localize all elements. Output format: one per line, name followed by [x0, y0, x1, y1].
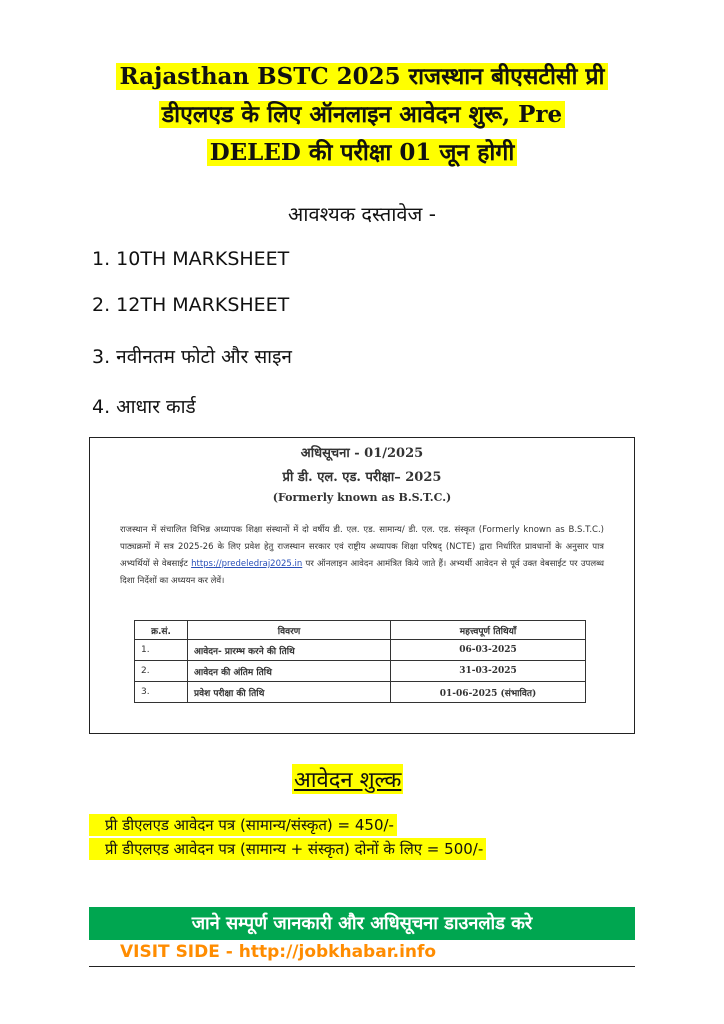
notice-paragraph-start: राजस्थान में संचालित विभिन्न अध्यापक शिक्षा संस्थानों में दो वर्षीय डी. एल. एड. सामान्य/ डी. एल. एड. संस्कृत (Formerly known as B.S.T.C.) पाठ्यक्रमों में सत्र 2025-26 के लिए प्रवेश हेतु राजस्थान सरकार एवं राष्ट्रीय अध्यापक शिक्षा परिषद् (NCTE) द्वारा निर्धारित प्रावधानों के अनुसार पात्र अभ्यर्थियों से वेबसाईट — [120, 525, 604, 569]
table-header: विवरण — [188, 621, 391, 640]
notice-heading-number: अधिसूचना - 01/2025 — [300, 446, 424, 461]
table-row — [135, 682, 586, 703]
notice-paragraph — [120, 522, 604, 590]
title-line-3: DELED की परीक्षा 01 जून होगी — [207, 139, 518, 166]
table-cell: 01-06-2025 (संभावित) — [391, 682, 586, 703]
table-cell: 1. — [135, 640, 188, 661]
page-title — [0, 58, 724, 172]
table-cell: आवेदन की अंतिम तिथि — [188, 661, 391, 682]
fee-line-general: प्री डीएलएड आवेदन पत्र (सामान्य/संस्कृत) = 450/- — [89, 814, 397, 836]
table-cell: आवेदन- प्रारम्भ करने की तिथि — [188, 640, 391, 661]
notice-heading-exam: प्री डी. एल. एड. परीक्षा– 2025 — [282, 470, 442, 485]
notice-paragraph-end: पर ऑनलाइन आवेदन आमंत्रित किये जाते हैं। अभ्यर्थी आवेदन से पूर्व उक्त वेबसाईट पर उपलब्ध दिशा निर्देशों का अध्ययन कर लेवें। — [120, 559, 604, 586]
document-item: 4. आधार कार्ड — [92, 396, 196, 418]
table-row — [135, 661, 586, 682]
fee-heading: आवेदन शुल्क — [292, 764, 403, 794]
table-row — [135, 640, 586, 661]
document-item: 1. 10TH MARKSHEET — [92, 248, 290, 270]
notice-website-link[interactable]: https://predeledraj2025.in — [191, 559, 303, 569]
table-cell: 3. — [135, 682, 188, 703]
table-cell: 06-03-2025 — [391, 640, 586, 661]
title-line-1: Rajasthan BSTC 2025 राजस्थान बीएसटीसी प्री — [116, 63, 607, 90]
document-item: 2. 12TH MARKSHEET — [92, 294, 290, 316]
bottom-divider — [89, 966, 635, 967]
documents-heading: आवश्यक दस्तावेज - — [288, 202, 436, 226]
document-item: 3. नवीनतम फोटो और साइन — [92, 346, 292, 368]
table-header-row — [135, 621, 586, 640]
table-header: क्र.सं. — [135, 621, 188, 640]
notice-image — [89, 437, 635, 734]
download-banner[interactable]: जाने सम्पूर्ण जानकारी और अधिसूचना डाउनलोड करे — [89, 907, 635, 940]
dates-table — [134, 620, 586, 703]
table-cell: 2. — [135, 661, 188, 682]
table-cell: 31-03-2025 — [391, 661, 586, 682]
fee-line-both: प्री डीएलएड आवेदन पत्र (सामान्य + संस्कृत) दोनों के लिए = 500/- — [89, 838, 486, 860]
table-cell: प्रवेश परीक्षा की तिथि — [188, 682, 391, 703]
table-header: महत्त्वपूर्ण तिथियाँ — [391, 621, 586, 640]
title-line-2: डीएलएड के लिए ऑनलाइन आवेदन शुरू, Pre — [159, 101, 565, 128]
notice-heading-formerly: (Formerly known as B.S.T.C.) — [272, 491, 452, 504]
visit-site-link[interactable]: VISIT SIDE - http://jobkhabar.info — [120, 942, 437, 962]
